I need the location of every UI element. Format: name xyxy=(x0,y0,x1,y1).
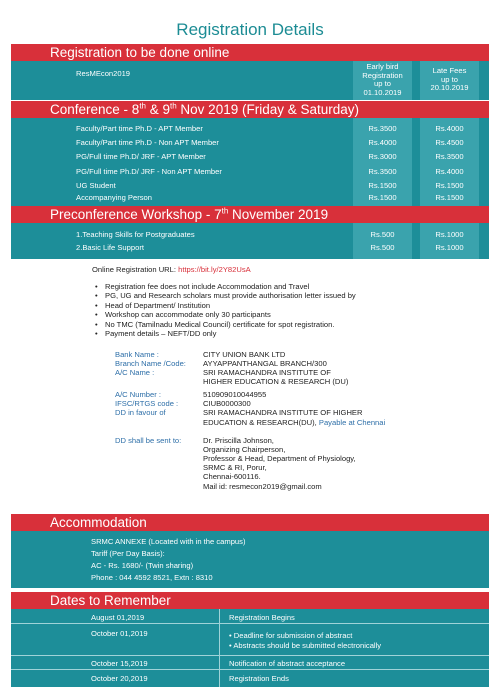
early-fee: Rs.3500 xyxy=(368,124,397,133)
early-fee: Rs.500 xyxy=(370,230,395,239)
registration-header: Registration to be done online xyxy=(11,44,489,61)
category-label: PG/Full time Ph.D/ JRF - Non APT Member xyxy=(76,167,222,176)
event-code: ResMEcon2019 xyxy=(76,69,131,78)
date-item: October 20,2019 xyxy=(91,674,148,683)
accommodation-panel xyxy=(11,531,489,588)
bank-label: Branch Name /Code: xyxy=(115,359,186,368)
workshop-label: 1.Teaching Skills for Postgraduates xyxy=(76,230,195,239)
workshop-header: Preconference Workshop - 7th November 2019 xyxy=(11,206,489,223)
early-bird-line: up to xyxy=(374,79,391,88)
early-bird-header xyxy=(353,63,412,97)
early-bird-line: Registration xyxy=(362,70,403,80)
late-fee: Rs.4000 xyxy=(435,167,464,176)
dates-panel xyxy=(11,609,489,687)
late-fee: Rs.1000 xyxy=(435,230,464,239)
late-fee: Rs.4000 xyxy=(435,124,464,133)
conference-panel xyxy=(11,118,489,206)
accommodation-header: Accommodation xyxy=(11,514,489,531)
date-event: Notification of abstract acceptance xyxy=(229,659,346,668)
note-item: • Head of Department/ Institution xyxy=(95,301,455,310)
bank-label: IFSC/RTGS code : xyxy=(115,399,179,408)
dd-line: Dr. Priscilla Johnson, xyxy=(203,436,274,445)
workshop-label: 2.Basic Life Support xyxy=(76,243,144,252)
date-item: October 15,2019 xyxy=(91,659,148,668)
workshop-panel xyxy=(11,223,489,259)
accommodation-line: Tariff (Per Day Basis): xyxy=(91,549,165,558)
conference-header: Conference - 8th & 9th Nov 2019 (Friday & Saturday) xyxy=(11,101,489,118)
dd-email: Mail id: resmecon2019@gmail.com xyxy=(203,482,322,491)
note-item: • Registration fee does not include Accommodation and Travel xyxy=(95,282,455,291)
page-title: Registration Details xyxy=(176,20,324,39)
date-event: • Abstracts should be submitted electronically xyxy=(229,641,382,650)
late-fee: Rs.3500 xyxy=(435,152,464,161)
conference-row xyxy=(11,190,489,205)
bank-label: A/C Number : xyxy=(115,390,161,399)
bank-value: HIGHER EDUCATION & RESEARCH (DU) xyxy=(203,377,349,386)
late-fee: Rs.1000 xyxy=(435,243,464,252)
category-label: PG/Full time Ph.D/ JRF - APT Member xyxy=(76,152,206,161)
conference-row xyxy=(11,135,489,150)
category-label: Faculty/Part time Ph.D - Non APT Member xyxy=(76,138,219,147)
bank-value: 510909010044955 xyxy=(203,390,267,399)
dates-header: Dates to Remember xyxy=(11,592,489,609)
conference-row xyxy=(11,164,489,179)
early-fee: Rs.1500 xyxy=(368,193,397,202)
dd-label: DD shall be sent to: xyxy=(115,436,182,445)
dd-line: Chennai-600116. xyxy=(203,472,261,481)
early-fee: Rs.3500 xyxy=(368,167,397,176)
bank-value: AYYAPPANTHANGAL BRANCH/300 xyxy=(203,359,327,368)
bank-value: CIUB0000300 xyxy=(203,399,251,408)
online-url-link[interactable]: https://bit.ly/2Y82UsA xyxy=(178,265,251,274)
date-item: August 01,2019 xyxy=(91,613,145,622)
early-bird-line: Early bird xyxy=(366,62,399,71)
bank-value: EDUCATION & RESEARCH(DU), Payable at Chennai xyxy=(203,418,386,427)
category-label: Accompanying Person xyxy=(76,193,152,202)
note-item: • Workshop can accommodate only 30 participants xyxy=(95,310,455,319)
date-item: October 01,2019 xyxy=(91,629,148,638)
category-label: UG Student xyxy=(76,181,116,190)
dd-line: SRMC & RI, Porur, xyxy=(203,463,267,472)
accommodation-line: AC - Rs. 1680/- (Twin sharing) xyxy=(91,561,194,570)
bank-value: CITY UNION BANK LTD xyxy=(203,350,286,359)
bank-label: Bank Name : xyxy=(115,350,159,359)
late-fee: Rs.1500 xyxy=(435,181,464,190)
category-label: Faculty/Part time Ph.D - APT Member xyxy=(76,124,203,133)
note-item: • Payment details – NEFT/DD only xyxy=(95,329,455,338)
note-item: • PG, UG and Research scholars must provide authorisation letter issued by xyxy=(95,291,455,300)
late-fee: Rs.4500 xyxy=(435,138,464,147)
bank-value: SRI RAMACHANDRA INSTITUTE OF HIGHER xyxy=(203,408,363,417)
column-divider xyxy=(219,609,220,687)
late-fees-line: up to xyxy=(441,74,458,84)
late-fees-header xyxy=(420,67,479,93)
early-fee: Rs.3000 xyxy=(368,152,397,161)
online-url-label: Online Registration URL: xyxy=(92,265,179,274)
date-event: Registration Ends xyxy=(229,674,289,683)
workshop-row xyxy=(11,240,489,255)
early-bird-line: 01.10.2019 xyxy=(363,87,402,97)
late-fee: Rs.1500 xyxy=(435,193,464,202)
early-fee: Rs.1500 xyxy=(368,181,397,190)
row-divider xyxy=(11,669,489,670)
note-item: • No TMC (Tamilnadu Medical Council) certificate for spot registration. xyxy=(95,320,455,329)
dd-line: Professor & Head, Department of Physiology, xyxy=(203,454,356,463)
early-fee: Rs.4000 xyxy=(368,138,397,147)
dd-line: Organizing Chairperson, xyxy=(203,445,286,454)
accommodation-line: SRMC ANNEXE (Located with in the campus) xyxy=(91,537,246,546)
notes-list xyxy=(95,282,455,338)
conference-row xyxy=(11,149,489,164)
late-fees-line: 20.10.2019 xyxy=(430,83,469,92)
date-event: • Deadline for submission of abstract xyxy=(229,631,353,640)
online-registration xyxy=(92,265,251,274)
early-fee: Rs.500 xyxy=(370,243,395,252)
bank-value: SRI RAMACHANDRA INSTITUTE OF xyxy=(203,368,331,377)
bank-label: A/C Name : xyxy=(115,368,155,377)
date-event: Registration Begins xyxy=(229,613,295,622)
accommodation-phone: Phone : 044 4592 8521, Extn : 8310 xyxy=(91,573,213,582)
bank-label: DD in favour of xyxy=(115,408,166,417)
conference-row xyxy=(11,121,489,136)
registration-panel xyxy=(11,61,489,100)
row-divider xyxy=(11,655,489,656)
row-divider xyxy=(11,623,489,624)
late-fees-line: Late Fees xyxy=(432,66,467,75)
